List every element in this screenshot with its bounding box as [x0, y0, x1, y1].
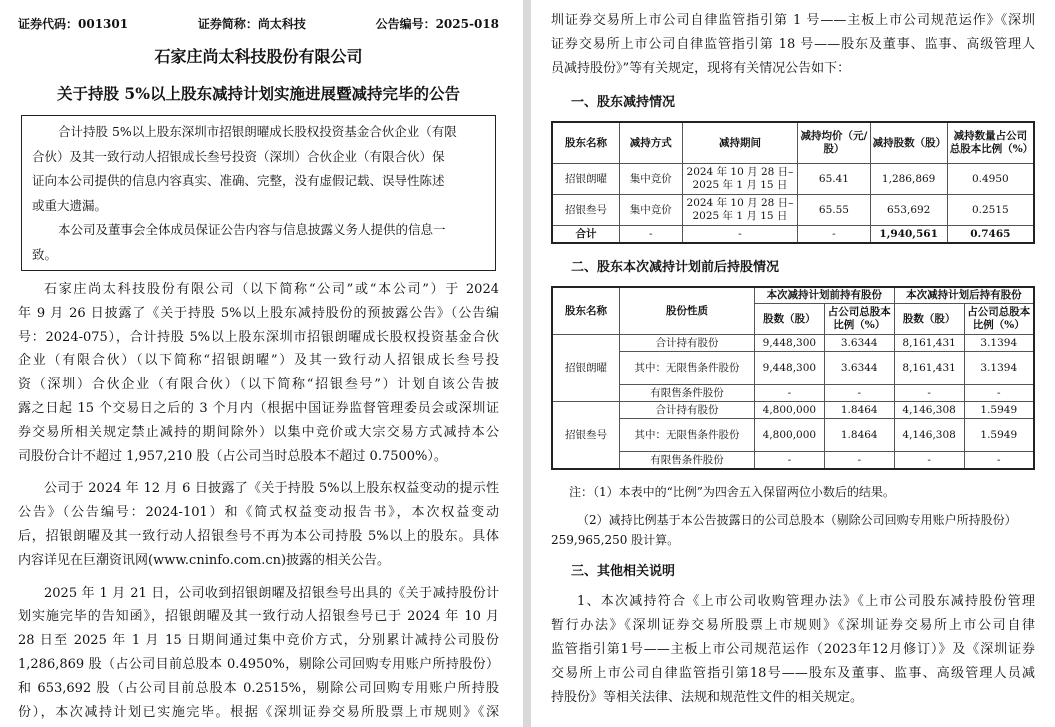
table-row: [552, 164, 1034, 195]
table-cell: 4,146,308: [894, 419, 964, 452]
intro-line: 证券交易所上市公司自律监管指引第 18 号——股东及董事、监事、高级管理人: [551, 37, 1035, 52]
table-cell: 0.4950: [947, 164, 1034, 195]
table-cell: 653,692: [870, 195, 947, 226]
holdings-table: [551, 286, 1035, 470]
body-line: 司股份合计不超过 1,957,210 股（占公司当时总股本不超过 0.7500%）。: [18, 448, 447, 464]
body-line: 划实施完毕的告知函》，招银朗曜及其一致行动人招银叁号已于 2024 年 10 月: [18, 609, 499, 625]
right-page: [531, 0, 1055, 727]
stock-abbreviation: 证券简称：尚太科技: [197, 17, 306, 31]
table-cell: 2024 年 10 月 28 日–2025 年 1 月 15 日: [682, 195, 798, 226]
body-paragraph: [18, 582, 499, 725]
table-cell: -: [824, 385, 894, 402]
section-2-heading: 二、股东本次减持计划前后持股情况: [571, 260, 780, 275]
body-line: 券交易所相关规定禁止减持的期间除外）以集中竞价或大宗交易方式减持本公: [18, 424, 499, 440]
section-3-paragraph: [551, 590, 1035, 710]
table-cell: 集中竞价: [619, 195, 682, 226]
table-header-row: [552, 287, 1034, 304]
table-cell: 65.41: [798, 164, 870, 195]
assurance-notice: [21, 115, 496, 271]
table-header-cell: 本次减持计划后持有股份: [894, 287, 1034, 304]
table-header-cell: 占公司总股本比例（%）: [824, 304, 894, 335]
table-cell: 1,286,869: [870, 164, 947, 195]
table-cell: 2024 年 10 月 28 日–2025 年 1 月 15 日: [682, 164, 798, 195]
notice-line: 合计持股 5%以上股东深圳市招银朗曜成长股权投资基金合伙企业（有限: [58, 124, 457, 139]
intro-line: 员减持股份》”等有关规定，现将有关情况公告如下：: [551, 61, 851, 76]
note-line: （2）减持比例基于本公告披露日的公司总股本（剔除公司回购专用账户所持股份）: [577, 513, 1017, 527]
body-line: 后，招银朗曜及其一致行动人招银叁号不再为本公司持股 5%以上的股东。具体: [18, 528, 499, 544]
note-line: 259,965,250 股计算。: [551, 533, 680, 547]
notice-line: 合伙）及其一致行动人招银成长叁号投资（深圳）合伙企业（有限合伙）保: [32, 148, 445, 164]
table-header-cell: 股数（股）: [894, 304, 964, 335]
table-cell: -: [754, 385, 824, 402]
notice-paragraph-1: [32, 120, 485, 218]
table-cell: 3.1394: [964, 352, 1034, 385]
table-cell: 合计: [552, 226, 619, 244]
table-row: [552, 335, 1034, 352]
table-row: [552, 452, 1034, 470]
table-cell: 招银朗曜: [552, 335, 619, 402]
table-cell: 1.8464: [824, 402, 894, 419]
table-cell: -: [754, 452, 824, 470]
body-line: 2025 年 1 月 21 日，公司收到招银朗曜及招银叁号出具的《关于减持股份计: [44, 585, 499, 601]
body-line: 露之日起 15 个交易日之后的 3 个月内（根据中国证券监督管理委员会或深圳证: [18, 400, 499, 416]
body-line: 内容详见在巨潮资讯网(www.cninfo.com.cn)披露的相关公告。: [18, 552, 391, 568]
note-1: 注：（1）本表中的“比例”为四舍五入保留两位小数后的结果。: [569, 485, 895, 499]
table-cell: 4,800,000: [754, 419, 824, 452]
table-cell: -: [798, 226, 870, 244]
section-3-heading: 三、其他相关说明: [571, 564, 676, 579]
table-header-cell: 本次减持计划前持有股份: [754, 287, 894, 304]
body-line: 28 日至 2025 年 1 月 15 日期间通过集中竞价方式，分别累计减持公司股份: [18, 633, 499, 649]
table-cell: 1.5949: [964, 419, 1034, 452]
reduction-table: [551, 121, 1035, 244]
table-cell: 8,161,431: [894, 335, 964, 352]
table-cell: 1,940,561: [870, 226, 947, 244]
stock-code: 证券代码：001301: [18, 17, 129, 31]
notice-line: 本公司及董事会全体成员保证公告内容与信息披露义务人提供的信息一: [58, 222, 446, 237]
section-1-heading: 一、股东减持情况: [571, 95, 676, 110]
table-row: [552, 226, 1034, 244]
section-3-line: 暂行办法》《深圳证券交易所股票上市规则》《深圳证券交易所上市公司自律: [551, 618, 1035, 633]
table-cell: -: [964, 385, 1034, 402]
note-2: [551, 510, 1035, 550]
notice-line: 证向本公司提供的信息内容真实、准确、完整，没有虚假记载、误导性陈述: [32, 173, 445, 188]
table-cell: 9,448,300: [754, 352, 824, 385]
table-header-cell: 减持均价（元/股）: [798, 122, 870, 164]
table-header-cell: 股东名称: [552, 122, 619, 164]
announcement-number: 公告编号：2025-018: [375, 17, 499, 31]
left-page: [0, 0, 523, 727]
body-line: 企业（有限合伙）（以下简称“招银朗曜”）及其一致行动人招银成长叁号投: [18, 353, 499, 369]
table-cell: 9,448,300: [754, 335, 824, 352]
table-header-cell: 减持股数（股）: [870, 122, 947, 164]
table-cell: 招银朗曜: [552, 164, 619, 195]
table-cell: 其中：无限售条件股份: [619, 352, 754, 385]
table-row: [552, 195, 1034, 226]
table-header-row: [552, 122, 1034, 164]
table-cell: -: [824, 452, 894, 470]
table-cell: 招银叁号: [552, 195, 619, 226]
notice-line: 或重大遗漏。: [32, 197, 108, 213]
table-cell: 8,161,431: [894, 352, 964, 385]
table-cell: 0.2515: [947, 195, 1034, 226]
body-line: 1,286,869 股（占公司目前总股本 0.4950%，剔除公司回购专用账户所持股份）: [18, 656, 499, 672]
table-cell: -: [894, 385, 964, 402]
table-cell: 有限售条件股份: [619, 452, 754, 470]
intro-continuation: [551, 9, 1035, 81]
intro-line: 圳证券交易所上市公司自律监管指引第 1 号——主板上市公司规范运作》《深圳: [551, 13, 1035, 28]
table-cell: 其中：无限售条件股份: [619, 419, 754, 452]
table-cell: 3.6344: [824, 352, 894, 385]
table-row: [552, 352, 1034, 385]
announcement-header: [18, 15, 499, 33]
table-cell: -: [964, 452, 1034, 470]
body-line: 份），本次减持计划已实施完毕。根据《深圳证券交易所股票上市规则》《深: [18, 704, 499, 720]
table-cell: 0.7465: [947, 226, 1034, 244]
section-3-line: 持股份》等相关法律、法规和规范性文件的相关规定。: [551, 690, 864, 705]
left-body: [18, 278, 499, 724]
table-header-cell: 减持方式: [619, 122, 682, 164]
section-3-line: 监管指引第1号——主板上市公司规范运作（2023年12月修订）》及《深圳证券: [551, 642, 1035, 657]
table-cell: 65.55: [798, 195, 870, 226]
table-cell: 集中竞价: [619, 164, 682, 195]
table-header-cell: 股数（股）: [754, 304, 824, 335]
table-header-cell: 股份性质: [619, 287, 754, 335]
table-cell: 3.1394: [964, 335, 1034, 352]
body-line: 公司于 2024 年 12 月 6 日披露了《关于持股 5%以上股东权益变动的提示性: [44, 481, 499, 497]
table-cell: 合计持有股份: [619, 335, 754, 352]
table-cell: 招银叁号: [552, 402, 619, 470]
body-paragraph: [18, 477, 499, 572]
section-3-line: 1、本次减持符合《上市公司收购管理办法》《上市公司股东减持股份管理: [577, 594, 1035, 609]
table-cell: 有限售条件股份: [619, 385, 754, 402]
body-line: 公告》（公告编号：2024-101）和《简式权益变动报告书》，本次权益变动: [18, 505, 499, 521]
page-gutter: [523, 0, 531, 727]
table-row: [552, 402, 1034, 419]
body-line: 资（深圳）合伙企业（有限合伙）（以下简称“招银叁号”）计划自该公告披: [18, 377, 499, 393]
table-cell: 1.8464: [824, 419, 894, 452]
table-cell: -: [619, 226, 682, 244]
body-line: 号：2024-075），合计持股 5%以上股东深圳市招银朗曜成长股权投资基金合伙: [18, 329, 499, 345]
body-line: 年 9 月 26 日披露了《关于持股 5%以上股东减持股份的预披露公告》（公告编: [18, 305, 499, 321]
table-header-cell: 股东名称: [552, 287, 619, 335]
table-cell: -: [682, 226, 798, 244]
table-cell: 1.5949: [964, 402, 1034, 419]
body-line: 和 653,692 股（占公司目前总股本 0.2515%，剔除公司回购专用账户所持股: [18, 680, 499, 696]
table-cell: 4,146,308: [894, 402, 964, 419]
table-header-cell: 占公司总股本比例（%）: [964, 304, 1034, 335]
announcement-title: 关于持股 5%以上股东减持计划实施进展暨减持完毕的公告: [57, 84, 460, 103]
body-line: 石家庄尚太科技股份有限公司（以下简称“公司”或“本公司”）于 2024: [44, 282, 499, 297]
section-3-line: 交易所上市公司自律监管指引第18号——股东及董事、监事、高级管理人员减: [551, 666, 1035, 681]
table-row: [552, 385, 1034, 402]
notice-paragraph-2: [32, 218, 485, 267]
table-cell: 合计持有股份: [619, 402, 754, 419]
company-name: 石家庄尚太科技股份有限公司: [154, 47, 363, 66]
body-paragraph: [18, 278, 499, 468]
table-row: [552, 419, 1034, 452]
table-header-cell: 减持数量占公司总股本比例（%）: [947, 122, 1034, 164]
table-cell: 3.6344: [824, 335, 894, 352]
table-header-cell: 减持期间: [682, 122, 798, 164]
table-cell: 4,800,000: [754, 402, 824, 419]
notice-line: 致。: [32, 246, 58, 262]
table-cell: -: [894, 452, 964, 470]
